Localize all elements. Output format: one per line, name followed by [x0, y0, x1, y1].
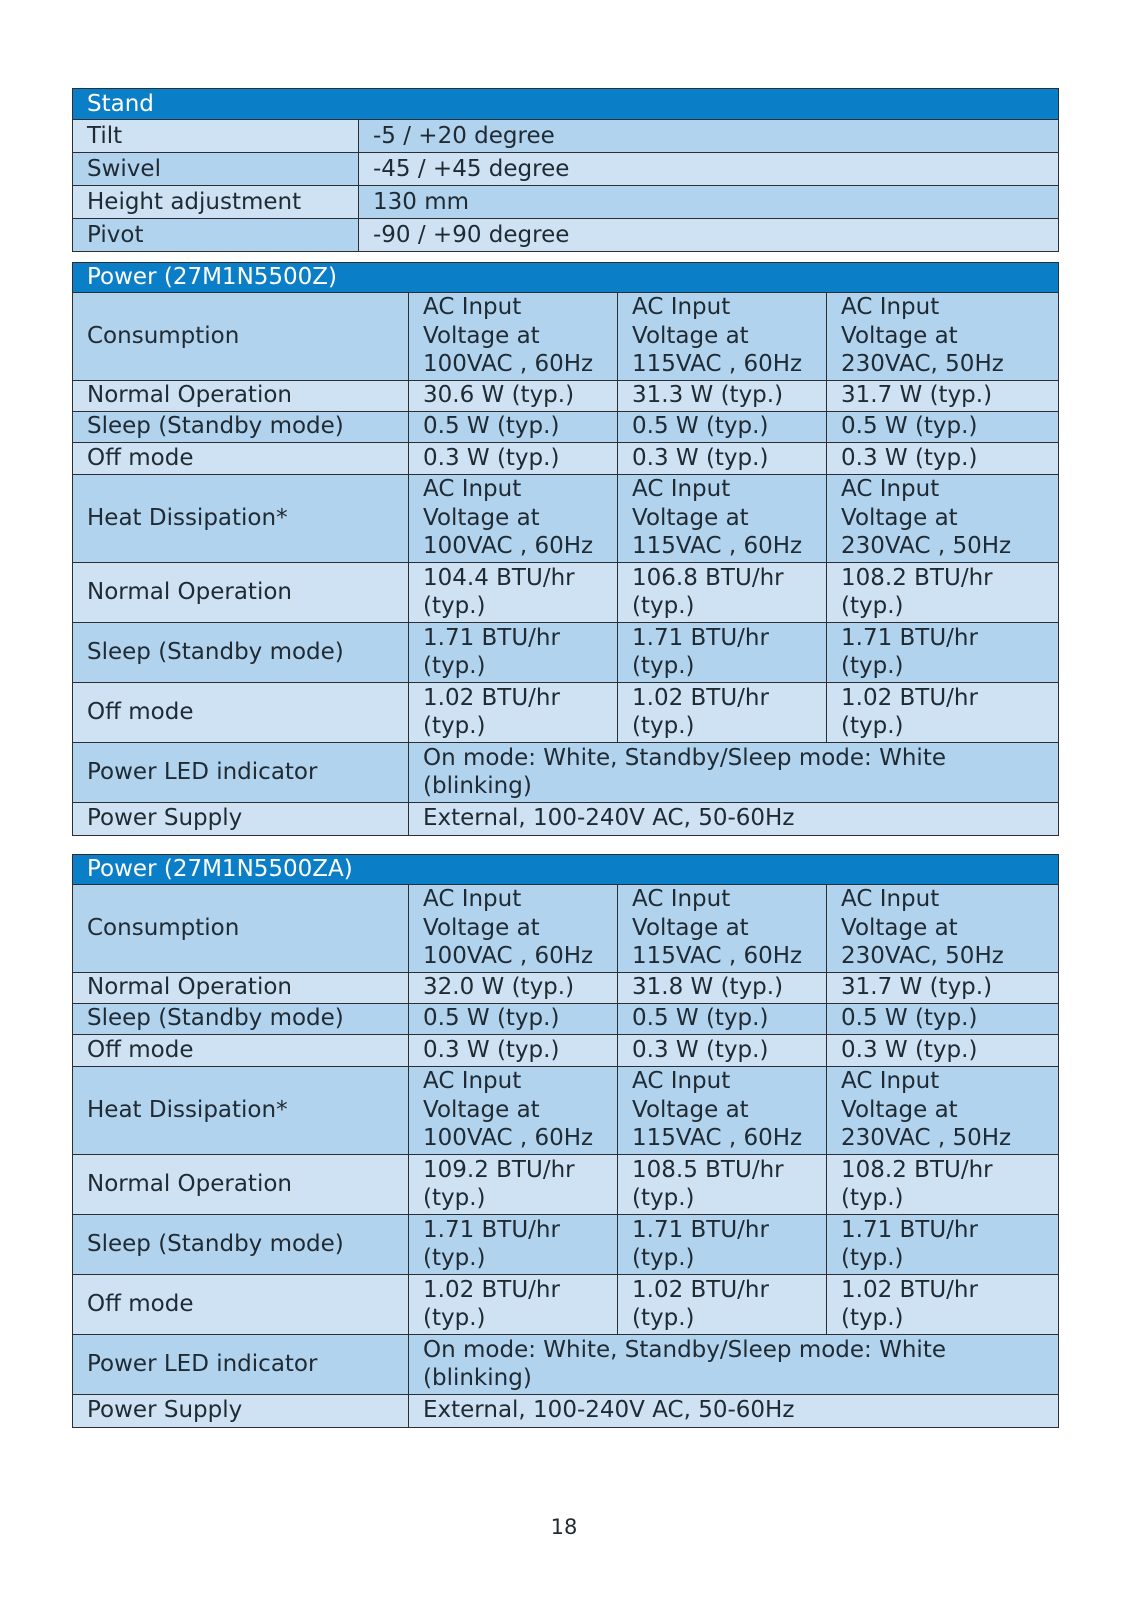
- row-label: Power Supply: [73, 1394, 409, 1427]
- row-value: 0.3 W (typ.): [618, 1034, 827, 1066]
- table-row: [73, 562, 1059, 622]
- column-header: AC Input Voltage at 115VAC , 60Hz: [618, 884, 827, 972]
- row-value: 0.3 W (typ.): [409, 442, 618, 474]
- row-value: 0.3 W (typ.): [409, 1034, 618, 1066]
- row-value: 106.8 BTU/hr (typ.): [618, 562, 827, 622]
- column-header: AC Input Voltage at 230VAC , 50Hz: [827, 474, 1059, 562]
- table-row: [73, 1003, 1059, 1034]
- row-value: 104.4 BTU/hr (typ.): [409, 562, 618, 622]
- row-value: 1.71 BTU/hr (typ.): [409, 622, 618, 682]
- row-value: 108.2 BTU/hr (typ.): [827, 562, 1059, 622]
- row-value: 1.02 BTU/hr (typ.): [409, 682, 618, 742]
- power-header: Power (27M1N5500ZA): [73, 855, 1059, 885]
- row-label: Heat Dissipation*: [73, 1066, 409, 1154]
- stand-header: Stand: [73, 89, 1059, 120]
- row-label: Sleep (Standby mode): [73, 622, 409, 682]
- table-row: [73, 802, 1059, 835]
- table-row: [73, 1274, 1059, 1334]
- row-value: 1.02 BTU/hr (typ.): [618, 1274, 827, 1334]
- row-value: 31.8 W (typ.): [618, 972, 827, 1003]
- row-value: 31.7 W (typ.): [827, 972, 1059, 1003]
- stand-table: [72, 88, 1059, 252]
- table-row: [73, 219, 1059, 252]
- row-value: 108.2 BTU/hr (typ.): [827, 1154, 1059, 1214]
- row-value: -5 / +20 degree: [359, 120, 1059, 153]
- column-header: AC Input Voltage at 115VAC , 60Hz: [618, 474, 827, 562]
- table-row: [73, 682, 1059, 742]
- row-value: 1.02 BTU/hr (typ.): [827, 682, 1059, 742]
- row-value: 0.5 W (typ.): [409, 1003, 618, 1034]
- row-label: Normal Operation: [73, 380, 409, 411]
- power-table-27m1n5500z: [72, 262, 1059, 836]
- column-header: AC Input Voltage at 230VAC, 50Hz: [827, 884, 1059, 972]
- table-row: [73, 622, 1059, 682]
- table-row: [73, 972, 1059, 1003]
- row-value: 1.71 BTU/hr (typ.): [827, 1214, 1059, 1274]
- row-value: 0.5 W (typ.): [409, 411, 618, 442]
- row-label: Sleep (Standby mode): [73, 1003, 409, 1034]
- row-label: Normal Operation: [73, 562, 409, 622]
- row-label: Swivel: [73, 153, 359, 186]
- column-header: AC Input Voltage at 230VAC , 50Hz: [827, 1066, 1059, 1154]
- row-value: 0.5 W (typ.): [618, 1003, 827, 1034]
- row-label: Power LED indicator: [73, 1334, 409, 1394]
- table-row: [73, 411, 1059, 442]
- table-row: [73, 1154, 1059, 1214]
- row-label: Consumption: [73, 884, 409, 972]
- row-value: -90 / +90 degree: [359, 219, 1059, 252]
- column-header: AC Input Voltage at 115VAC , 60Hz: [618, 292, 827, 380]
- row-value: 1.02 BTU/hr (typ.): [618, 682, 827, 742]
- row-value: 1.02 BTU/hr (typ.): [827, 1274, 1059, 1334]
- row-label: Height adjustment: [73, 186, 359, 219]
- table-row: [73, 474, 1059, 562]
- row-label: Consumption: [73, 292, 409, 380]
- row-label: Sleep (Standby mode): [73, 411, 409, 442]
- row-label: Heat Dissipation*: [73, 474, 409, 562]
- row-value: 1.71 BTU/hr (typ.): [409, 1214, 618, 1274]
- row-value: 0.3 W (typ.): [827, 1034, 1059, 1066]
- row-value: 0.5 W (typ.): [618, 411, 827, 442]
- table-row: [73, 442, 1059, 474]
- row-value: External, 100-240V AC, 50-60Hz: [409, 1394, 1059, 1427]
- column-header: AC Input Voltage at 230VAC, 50Hz: [827, 292, 1059, 380]
- row-label: Off mode: [73, 1034, 409, 1066]
- row-value: -45 / +45 degree: [359, 153, 1059, 186]
- row-value: 0.3 W (typ.): [827, 442, 1059, 474]
- row-label: Off mode: [73, 1274, 409, 1334]
- row-value: 0.5 W (typ.): [827, 1003, 1059, 1034]
- row-value: 1.71 BTU/hr (typ.): [618, 622, 827, 682]
- row-label: Off mode: [73, 442, 409, 474]
- row-value: 130 mm: [359, 186, 1059, 219]
- row-value: External, 100-240V AC, 50-60Hz: [409, 802, 1059, 835]
- row-label: Pivot: [73, 219, 359, 252]
- table-row: [73, 742, 1059, 802]
- table-row: [73, 1214, 1059, 1274]
- row-value: 32.0 W (typ.): [409, 972, 618, 1003]
- row-value: 108.5 BTU/hr (typ.): [618, 1154, 827, 1214]
- table-row: [73, 884, 1059, 972]
- row-label: Normal Operation: [73, 1154, 409, 1214]
- column-header: AC Input Voltage at 100VAC , 60Hz: [409, 884, 618, 972]
- column-header: AC Input Voltage at 100VAC , 60Hz: [409, 1066, 618, 1154]
- row-value: 31.7 W (typ.): [827, 380, 1059, 411]
- row-label: Sleep (Standby mode): [73, 1214, 409, 1274]
- row-value: 0.5 W (typ.): [827, 411, 1059, 442]
- row-label: Tilt: [73, 120, 359, 153]
- row-value: 1.71 BTU/hr (typ.): [827, 622, 1059, 682]
- row-value: 109.2 BTU/hr (typ.): [409, 1154, 618, 1214]
- row-label: Power LED indicator: [73, 742, 409, 802]
- table-row: [73, 292, 1059, 380]
- column-header: AC Input Voltage at 100VAC , 60Hz: [409, 474, 618, 562]
- table-row: [73, 186, 1059, 219]
- column-header: AC Input Voltage at 100VAC , 60Hz: [409, 292, 618, 380]
- table-row: [73, 1334, 1059, 1394]
- table-row: [73, 1034, 1059, 1066]
- column-header: AC Input Voltage at 115VAC , 60Hz: [618, 1066, 827, 1154]
- row-value: 1.71 BTU/hr (typ.): [618, 1214, 827, 1274]
- row-value: 1.02 BTU/hr (typ.): [409, 1274, 618, 1334]
- table-row: [73, 153, 1059, 186]
- row-value: 0.3 W (typ.): [618, 442, 827, 474]
- row-label: Off mode: [73, 682, 409, 742]
- power-header: Power (27M1N5500Z): [73, 263, 1059, 293]
- table-row: [73, 1066, 1059, 1154]
- row-value: 31.3 W (typ.): [618, 380, 827, 411]
- page-number: 18: [550, 1515, 578, 1539]
- row-value: 30.6 W (typ.): [409, 380, 618, 411]
- row-value: On mode: White, Standby/Sleep mode: White (blinking): [409, 1334, 1059, 1394]
- row-label: Normal Operation: [73, 972, 409, 1003]
- table-row: [73, 1394, 1059, 1427]
- row-value: On mode: White, Standby/Sleep mode: White (blinking): [409, 742, 1059, 802]
- table-row: [73, 120, 1059, 153]
- power-table-27m1n5500za: [72, 854, 1059, 1428]
- table-row: [73, 380, 1059, 411]
- row-label: Power Supply: [73, 802, 409, 835]
